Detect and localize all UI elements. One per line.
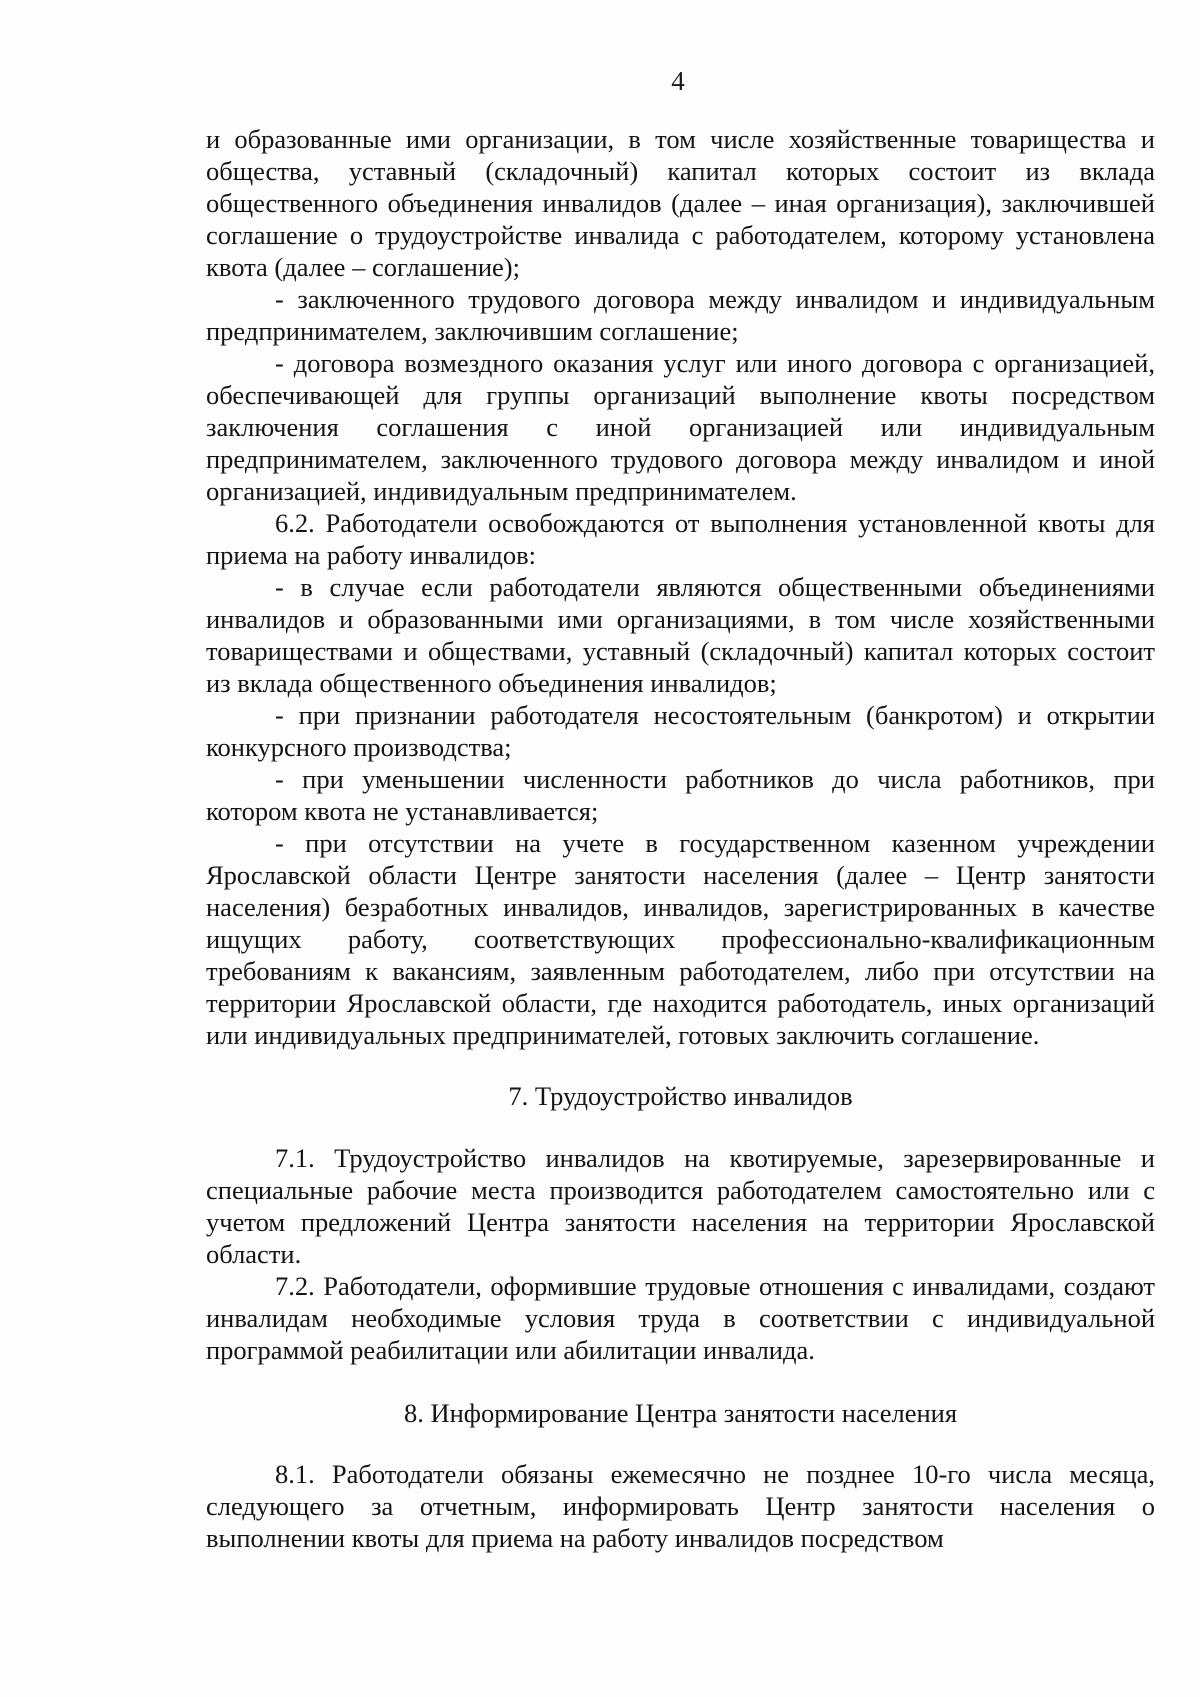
document-body bbox=[206, 123, 1155, 1554]
list-item-labor-contract: - заключенного трудового договора между инвалидом и индивидуальным предпринимателем, заключившим соглашение; bbox=[206, 284, 1155, 346]
list-item-headcount-reduction: - при уменьшении численности работников до числа работников, при котором квота не устанавливается; bbox=[206, 764, 1155, 826]
paragraph-continuation: и образованные ими организации, в том числе хозяйственные товарищества и общества, уставный (складочный) капитал которых состоит из вклада общественного объединения инвалидов (далее – иная организация), заключившей соглашение о трудоустройстве инвалида с работодателем, которому установлена квота (далее – соглашение); bbox=[206, 124, 1155, 282]
list-item-no-registered-disabled: - при отсутствии на учете в государственном казенном учреждении Ярославской области Центре занятости населения (далее – Центр занятости населения) безработных инвалидов, инвалидов, зарегистрированных в качестве ищущих работу, соответствующих профессионально-квалификационным требованиям к вакансиям, заявленным работодателем, либо при отсутствии на территории Ярославской области, где находится работодатель, иных организаций или индивидуальных предпринимателей, готовых заключить соглашение. bbox=[206, 828, 1155, 1050]
section-heading-7: 7. Трудоустройство инвалидов bbox=[508, 1081, 853, 1111]
section-heading-8: 8. Информирование Центра занятости населения bbox=[403, 1398, 958, 1428]
list-item-service-contract: - договора возмездного оказания услуг или иного договора с организацией, обеспечивающей для группы организаций выполнение квоты посредством заключения соглашения с иной организацией или индивидуальным предпринимателем, заключенного трудового договора между инвалидом и иной организацией, индивидуальным предпринимателем. bbox=[206, 348, 1155, 506]
list-item-bankruptcy: - при признании работодателя несостоятельным (банкротом) и открытии конкурсного производства; bbox=[206, 700, 1155, 762]
paragraph-7-1: 7.1. Трудоустройство инвалидов на квотируемые, зарезервированные и специальные рабочие места производится работодателем самостоятельно или с учетом предложений Центра занятости населения на территории Ярославской области. bbox=[206, 1143, 1155, 1269]
page-number: 4 bbox=[671, 66, 685, 96]
paragraph-6-2: 6.2. Работодатели освобождаются от выполнения установленной квоты для приема на работу инвалидов: bbox=[206, 508, 1155, 570]
paragraph-7-2: 7.2. Работодатели, оформившие трудовые отношения с инвалидами, создают инвалидам необходимые условия труда в соответствии с индивидуальной программой реабилитации или абилитации инвалида. bbox=[206, 1271, 1155, 1365]
list-item-public-associations: - в случае если работодатели являются общественными объединениями инвалидов и образованными ими организациями, в том числе хозяйственными товариществами и обществами, уставный (складочный) капитал которых состоит из вклада общественного объединения инвалидов; bbox=[206, 572, 1155, 698]
paragraph-8-1: 8.1. Работодатели обязаны ежемесячно не позднее 10-го числа месяца, следующего за отчетным, информировать Центр занятости населения о выполнении квоты для приема на работу инвалидов посредством bbox=[206, 1459, 1155, 1553]
